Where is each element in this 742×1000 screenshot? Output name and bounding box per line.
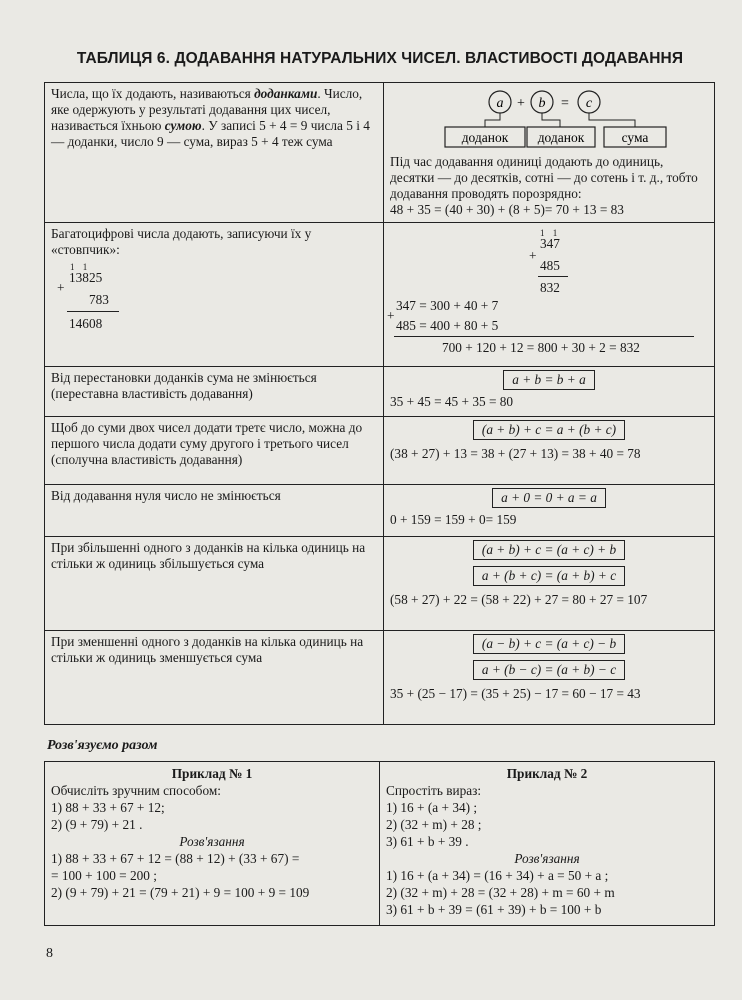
commutative-example: 35 + 45 = 45 + 35 = 80 (390, 394, 514, 409)
increase-formula-1: (a + b) + c = (a + c) + b (473, 540, 625, 560)
digit-place-example: 48 + 35 = (40 + 30) + (8 + 5)= 70 + 13 = 83 (390, 202, 624, 217)
section-title: Розв'язуємо разом (47, 738, 158, 753)
formula-cell (384, 537, 715, 631)
table-row (45, 631, 715, 725)
label-addend-1: доданок (461, 130, 509, 145)
zero-formula: a + 0 = 0 + a = a (492, 488, 606, 508)
example-2-item: 3) 61 + b + 39 . (386, 834, 469, 849)
property-cell: Щоб до суми двох чисел додати третє число, можна до першого числа додати суму другого і третього чисел (сполучна властивість додавання) (45, 417, 384, 485)
associative-example: (38 + 27) + 13 = 38 + (27 + 13) = 38 + 40 = 78 (390, 446, 641, 461)
table-row (45, 223, 715, 367)
diagram-b: b (538, 96, 546, 111)
decrease-example: 35 + (25 − 17) = (35 + 25) − 17 = 60 − 17 = 43 (390, 686, 641, 701)
formula-cell (384, 417, 715, 485)
property-cell: Від перестановки доданків сума не змінюється (переставна властивість додавання) (45, 367, 384, 417)
zero-example: 0 + 159 = 159 + 0= 159 (390, 512, 517, 527)
definition-text: Числа, що їх додають, називаються (51, 86, 255, 101)
formula-cell (384, 631, 715, 725)
column-result: 14608 (69, 316, 103, 331)
increase-formula-2: a + (b + c) = (a + b) + c (473, 566, 625, 586)
table-row (45, 417, 715, 485)
example-2-solution-line: 3) 61 + b + 39 = (61 + 39) + b = 100 + b (386, 902, 602, 917)
table-title: ТАБЛИЦЯ 6. ДОДАВАННЯ НАТУРАЛЬНИХ ЧИСЕЛ. ВЛАСТИВОСТІ ДОДАВАННЯ (76, 50, 684, 67)
column-bottom: 783 (89, 292, 109, 307)
commutative-formula: a + b = b + a (503, 370, 594, 390)
property-cell: При збільшенні одного з доданків на кілька одиниць на стільки ж одиниць збільшується сума (45, 537, 384, 631)
decrease-formula-2: a + (b − c) = (a + b) − c (473, 660, 625, 680)
carry-digits: 1 1 (70, 262, 91, 272)
column-example-cell (384, 223, 715, 367)
digit-place-text: Під час додавання одиниці додають до одиниць, десятки — до десятків, сотні — до сотень і т. д., тобто додавання проводять порозрядно: (390, 154, 698, 201)
example-1-cell (45, 762, 380, 926)
table-row (45, 83, 715, 223)
diagram-plus: + (517, 96, 525, 111)
expanded-form-1: 347 = 300 + 40 + 7 (396, 298, 499, 313)
example-2-cell (380, 762, 715, 926)
example-2-heading: Приклад № 2 (506, 766, 588, 781)
definition-text: . Число, яке одержують у результаті додавання цих чисел, називається їхньою (51, 86, 363, 133)
example-1-solution-line: 2) (9 + 79) + 21 = (79 + 21) + 9 = 100 + 9 = 109 (51, 885, 310, 900)
example-1-item: 1) 88 + 33 + 67 + 12; (51, 800, 165, 815)
example-1-heading: Приклад № 1 (171, 766, 253, 781)
increase-example: (58 + 27) + 22 = (58 + 22) + 27 = 80 + 27 = 107 (390, 592, 648, 607)
term-sum: сумою (164, 118, 202, 133)
diagram-cell (384, 83, 715, 223)
column-result: 832 (540, 280, 560, 295)
example-2-item: 2) (32 + m) + 28 ; (386, 817, 482, 832)
property-cell: При зменшенні одного з доданків на кілька одиниць на стільки ж одиниць зменшується сума (45, 631, 384, 725)
definition-text: . У записі 5 + 4 = 9 числа 5 і 4 — доданки, число 9 — сума, вираз 5 + 4 теж сума (51, 118, 370, 149)
table-row (45, 537, 715, 631)
associative-formula: (a + b) + c = a + (b + c) (473, 420, 625, 440)
examples-table (44, 761, 715, 926)
column-top: 13825 (69, 270, 103, 285)
column-plus: + (57, 280, 65, 295)
example-2-solution-heading: Розв'язання (514, 851, 580, 866)
carry-digits: 1 1 (540, 228, 561, 238)
column-top: 347 (540, 236, 560, 251)
properties-table (44, 82, 715, 725)
example-1-solution-line: = 100 + 100 = 200 ; (51, 868, 157, 883)
formula-cell (384, 485, 715, 537)
table-row (45, 762, 715, 926)
decrease-formula-1: (a − b) + c = (a + c) − b (473, 634, 625, 654)
expanded-form-2: 485 = 400 + 80 + 5 (396, 318, 499, 333)
example-1-solution-heading: Розв'язання (179, 834, 245, 849)
diagram-eq: = (561, 96, 569, 111)
term-addends: доданками (254, 86, 318, 101)
label-sum: сума (621, 130, 649, 145)
diagram-a: a (496, 96, 504, 111)
expanded-result: 700 + 120 + 12 = 800 + 30 + 2 = 832 (442, 340, 640, 355)
example-1-solution-line: 1) 88 + 33 + 67 + 12 = (88 + 12) + (33 + 67) = (51, 851, 300, 866)
table-row (45, 367, 715, 417)
column-addition-text: Багатоцифрові числа додають, записуючи їх у «стовпчик»: (51, 226, 312, 257)
property-cell: Від додавання нуля число не змінюється (45, 485, 384, 537)
expanded-plus: + (387, 308, 395, 323)
example-2-solution-line: 2) (32 + m) + 28 = (32 + 28) + m = 60 + m (386, 885, 615, 900)
sum-diagram (390, 86, 708, 152)
example-2-task: Спростіть вираз: (386, 783, 482, 798)
column-bottom: 485 (540, 258, 560, 273)
column-addition-cell (45, 223, 384, 367)
table-row (45, 485, 715, 537)
example-1-item: 2) (9 + 79) + 21 . (51, 817, 143, 832)
diagram-c: c (585, 96, 593, 111)
example-2-item: 1) 16 + (a + 34) ; (386, 800, 478, 815)
formula-cell (384, 367, 715, 417)
page-number: 8 (46, 946, 53, 961)
definition-cell (45, 83, 384, 223)
label-addend-2: доданок (537, 130, 585, 145)
example-1-task: Обчисліть зручним способом: (51, 783, 221, 798)
example-2-solution-line: 1) 16 + (a + 34) = (16 + 34) + a = 50 + a ; (386, 868, 609, 883)
column-plus: + (529, 248, 537, 263)
